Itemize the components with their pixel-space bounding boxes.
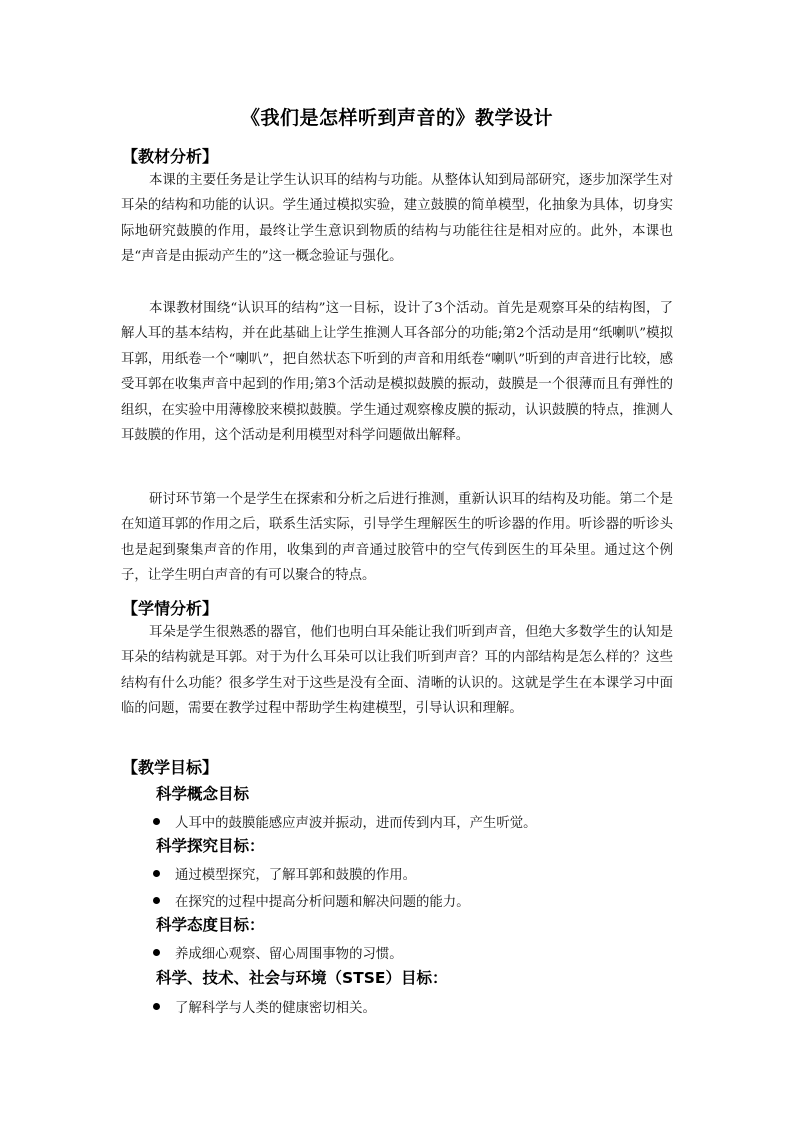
section-heading-teaching-goals: 【教学目标】 — [122, 758, 219, 777]
bullet-icon — [153, 818, 160, 825]
goal-list-item — [153, 864, 416, 883]
goal-list-item — [153, 997, 376, 1016]
paragraph: 耳朵是学生很熟悉的器官，他们也明白耳朵能让我们听到声音，但绝大多数学生的认知是耳朵的结构就是耳郭。对于为什么耳朵可以让我们听到声音？耳的内部结构是怎么样的？这些结构有什么功能？很多学生对于这些是没有全面、清晰的认识的。这就是学生在本课学习中面临的问题，需要在教学过程中帮助学生构建模型，引导认识和理解。 — [121, 625, 673, 717]
goal-subheading-inquiry: 科学探究目标： — [156, 837, 265, 855]
goal-list-item — [153, 812, 537, 831]
document-title: 《我们是怎样听到声音的》教学设计 — [240, 107, 553, 129]
goal-item-text: 养成细心观察、留心周围事物的习惯。 — [175, 947, 403, 962]
goal-item-text: 人耳中的鼓膜能感应声波并振动，进而传到内耳，产生听觉。 — [175, 816, 537, 831]
section-heading-student-analysis: 【学情分析】 — [122, 599, 219, 618]
goal-subheading-concept: 科学概念目标 — [156, 785, 250, 803]
goal-list-item — [153, 943, 403, 962]
goal-item-text: 了解科学与人类的健康密切相关。 — [175, 1001, 376, 1016]
goal-list-item — [153, 891, 470, 910]
goal-item-text: 在探究的过程中提高分析问题和解决问题的能力。 — [175, 895, 470, 910]
goal-subheading-stse: 科学、技术、社会与环境（STSE）目标： — [156, 969, 448, 987]
bullet-icon — [153, 949, 160, 956]
paragraph: 本课教材围绕“认识耳的结构”这一目标，设计了3个活动。首先是观察耳朵的结构图，了解人耳的基本结构，并在此基础上让学生推测人耳各部分的功能;第2个活动是用“纸喇叭”模拟耳郭，用纸卷一个“喇叭”，把自然状态下听到的声音和用纸卷“喇叭”听到的声音进行比较，感受耳郭在收集声音中起到的作用;第3个活动是模拟鼓膜的振动，鼓膜是一个很薄而且有弹性的组织，在实验中用薄橡胶来模拟鼓膜。学生通过观察橡皮膜的振动，认识鼓膜的特点，推测人耳鼓膜的作用，这个活动是利用模型对科学问题做出解释。 — [121, 301, 673, 444]
bullet-icon — [153, 1003, 160, 1010]
paragraph: 研讨环节第一个是学生在探索和分析之后进行推测，重新认识耳的结构及功能。第二个是在知道耳郭的作用之后，联系生活实际，引导学生理解医生的听诊器的作用。听诊器的听诊头也是起到聚集声音的作用，收集到的声音通过胶管中的空气传到医生的耳朵里。通过这个例子，让学生明白声音的有可以聚合的特点。 — [121, 492, 673, 584]
bullet-icon — [153, 897, 160, 904]
paragraph: 本课的主要任务是让学生认识耳的结构与功能。从整体认知到局部研究，逐步加深学生对耳朵的结构和功能的认识。学生通过模拟实验，建立鼓膜的简单模型，化抽象为具体，切身实际地研究鼓膜的作用，最终让学生意识到物质的结构与功能往往是相对应的。此外，本课也是“声音是由振动产生的”这一概念验证与强化。 — [121, 173, 673, 265]
bullet-icon — [153, 870, 160, 877]
goal-subheading-attitude: 科学态度目标： — [156, 916, 265, 934]
section-heading-material-analysis: 【教材分析】 — [122, 147, 219, 166]
goal-item-text: 通过模型探究，了解耳郭和鼓膜的作用。 — [175, 868, 417, 883]
